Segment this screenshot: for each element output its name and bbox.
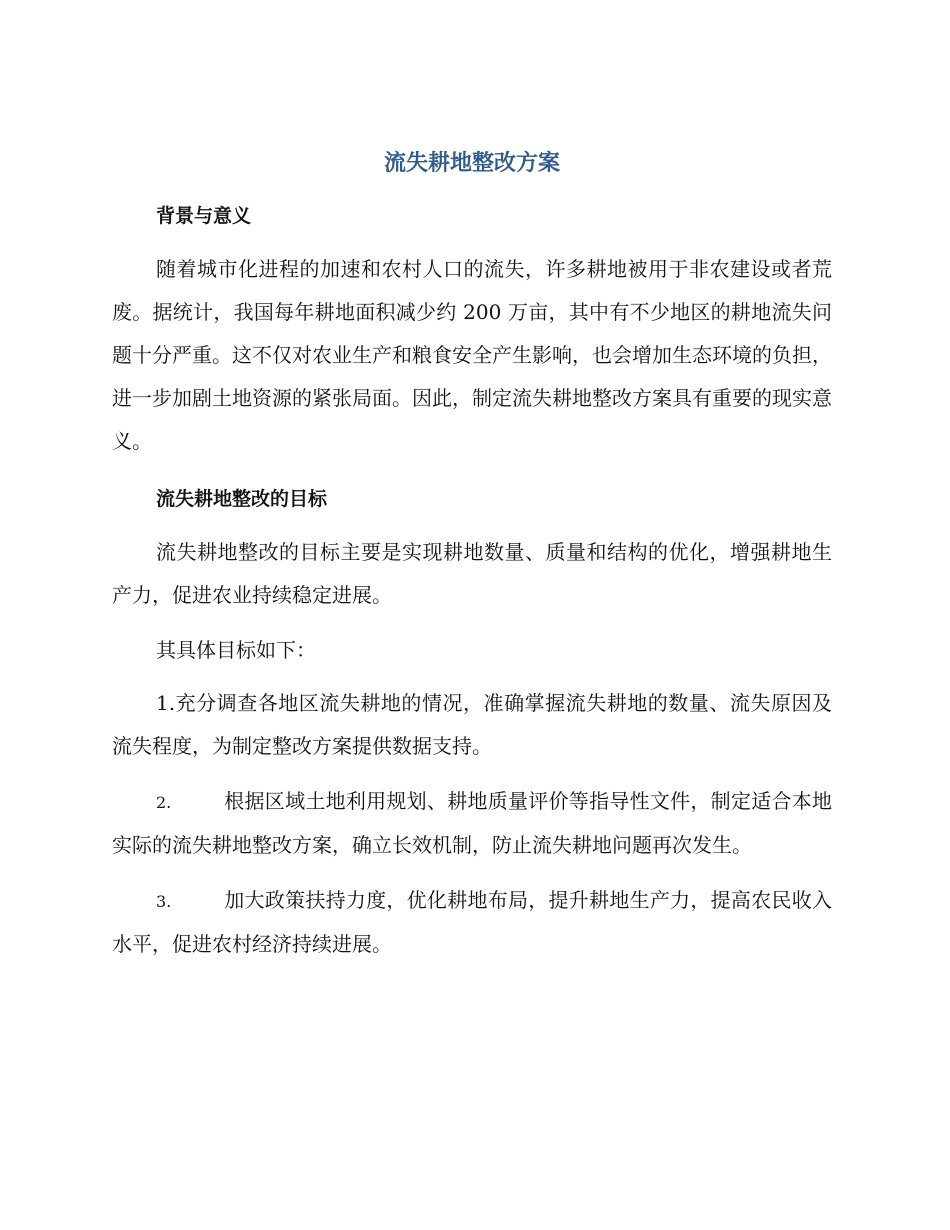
list-item-text: 充分调查各地区流失耕地的情况，准确掌握流失耕地的数量、流失原因及流失程度，为制定整改方案提供数据支持。 <box>112 691 832 758</box>
paragraph-background: 随着城市化进程的加速和农村人口的流失，许多耕地被用于非农建设或者荒废。据统计，我国每年耕地面积减少约 200 万亩，其中有不少地区的耕地流失问题十分严重。这不仅对农业生产和粮食安全产生影响，也会增加生态环境的负担，进一步加剧土地资源的紧张局面。因此，制定流失耕地整改方案具有重要的现实意义。 <box>112 257 832 453</box>
paragraph-goals-list-lead: 其具体目标如下： <box>156 638 316 662</box>
list-item-number: 3. <box>156 892 172 911</box>
list-item-text: 根据区域土地利用规划、耕地质量评价等指导性文件，制定适合本地实际的流失耕地整改方案，确立长效机制，防止流失耕地问题再次发生。 <box>112 789 832 857</box>
list-item <box>112 682 832 768</box>
list-item-number: 2. <box>156 793 172 812</box>
document-body <box>112 140 832 978</box>
list-item-number: 1. <box>156 691 176 715</box>
paragraph-goals-intro: 流失耕地整改的目标主要是实现耕地数量、质量和结构的优化，增强耕地生产力，促进农业持续稳定进展。 <box>112 540 832 607</box>
list-item <box>112 780 832 867</box>
list-item <box>112 879 832 966</box>
section-heading-background: 背景与意义 <box>156 205 252 227</box>
list-item-text: 加大政策扶持力度，优化耕地布局，提升耕地生产力，提高农民收入水平，促进农村经济持续进展。 <box>112 888 832 956</box>
document-title: 流失耕地整改方案 <box>383 151 560 176</box>
section-heading-goals: 流失耕地整改的目标 <box>156 488 328 510</box>
